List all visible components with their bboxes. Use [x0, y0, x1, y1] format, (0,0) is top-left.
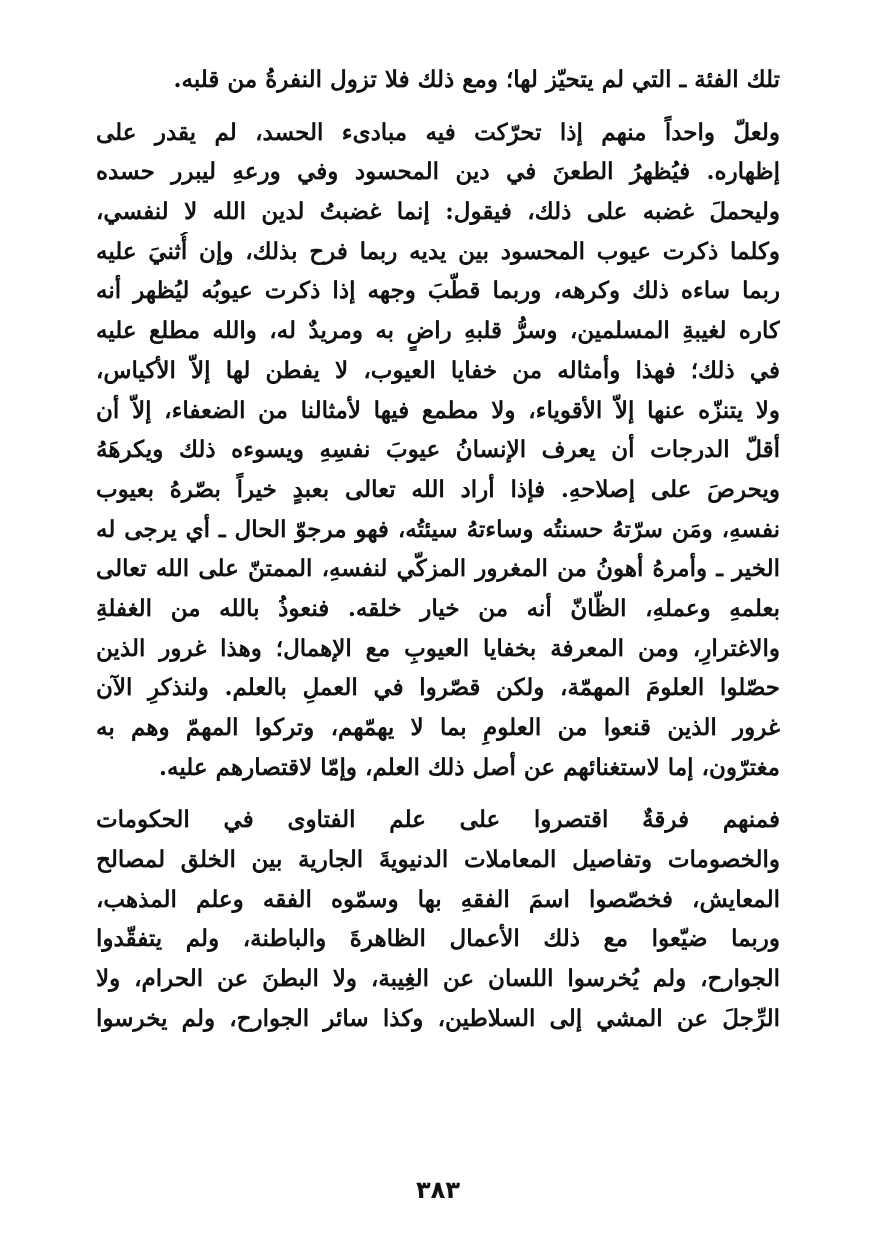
- text-line: وليحملَ غضبه على ذلك، فيقول: إنما غضبتُ لدين الله لا لنفسي،: [96, 198, 780, 226]
- text-line: ولعلّ واحداً منهم إذا تحرّكت فيه مبادىء الحسد، لم يقدر على: [96, 118, 780, 146]
- text-line: والخصومات وتفاصيل المعاملات الدنيويةَ الجارية بين الخلق لمصالح: [96, 846, 780, 874]
- text-line: فمنهم فرقةٌ اقتصروا على علم الفتاوى في الحكومات: [96, 806, 780, 834]
- text-line: ربما ساءه ذلك وكرهه، وربما قطّبَ وجهه إذا ذكرت عيوبُه ليُظهر أنه: [96, 277, 780, 305]
- text-line: مغترّون، إما لاستغنائهم عن أصل ذلك العلم، وإمّا لاقتصارهم عليه.: [159, 753, 780, 781]
- text-line: بعلمهِ وعملهِ، الظّانّ أنه من خيار خلقه. فنعوذُ بالله من الغفلةِ: [96, 594, 780, 622]
- paragraph-3: [96, 800, 780, 1038]
- text-line: كاره لغيبةِ المسلمين، وسرُّ قلبهِ راضٍ به ومريدٌ له، والله مطلع عليه: [96, 317, 780, 345]
- text-line: أقلّ الدرجات أن يعرف الإنسانُ عيوبَ نفسِهِ ويسوءه ذلك ويكرهَهُ: [96, 436, 780, 464]
- text-line: إظهاره. فيُظهرُ الطعنَ في دين المحسود وفي ورعهِ ليبرر حسده: [96, 158, 780, 186]
- paragraph-1: [96, 60, 780, 100]
- text-line: ويحرصَ على إصلاحهِ. فإذا أراد الله تعالى بعبدٍ خيراً بصّرهُ بعيوب: [96, 475, 780, 503]
- text-line: الجوارح، ولم يُخرسوا اللسان عن الغِيبة، ولا البطنَ عن الحرام، ولا: [96, 965, 780, 993]
- paragraph-2: [96, 113, 780, 788]
- text-line: الخير ـ وأمرهُ أهونُ من المغرور المزكّي لنفسهِ، الممتنّ على الله تعالى: [96, 555, 780, 583]
- text-line: والاغترارِ، ومن المعرفة بخفايا العيوبِ مع الإهمال؛ وهذا غرور الذين: [96, 634, 780, 662]
- paragraph-gap: [96, 787, 780, 800]
- text-line: نفسهِ، ومَن سرّتهُ حسنتُه وساءتهُ سيئتُه، فهو مرجوّ الحال ـ أي يرجى له: [96, 515, 780, 543]
- text-line: غرور الذين قنعوا من العلومِ بما لا يهمّهم، وتركوا المهمّ وهم به: [96, 714, 780, 741]
- text-line: تلك الفئة ـ التي لم يتحيّز لها؛ ومع ذلك فلا تزول النفرةُ من قلبه.: [173, 66, 780, 93]
- text-line: حصّلوا العلومَ المهمّة، ولكن قصّروا في العملِ بالعلم. ولنذكرِ الآن: [96, 674, 780, 702]
- text-line: وربما ضيّعوا مع ذلك الأعمال الظاهرةَ والباطنة، ولم يتفقّدوا: [96, 925, 780, 953]
- paragraph-gap: [96, 100, 780, 113]
- page-number: ٣٨٣: [416, 1176, 460, 1204]
- text-line: ولا يتنزّه عنها إلاّ الأقوياء، ولا مطمع فيها لأمثالنا من الضعفاء، إلاّ أن: [96, 396, 780, 424]
- text-line: وكلما ذكرت عيوب المحسود بين يديه ربما فرح بذلك، وإن أُثنيَ عليه: [96, 237, 780, 265]
- text-line: الرِّجلَ عن المشي إلى السلاطين، وكذا سائر الجوارح، ولم يخرسوا: [96, 1004, 780, 1032]
- text-line: في ذلك؛ فهذا وأمثاله من خفايا العيوب، لا يفطن لها إلاّ الأكياس،: [96, 356, 780, 384]
- text-line: المعايش، فخصّصوا اسمَ الفقهِ بها وسمّوه الفقه وعلم المذهب،: [96, 885, 780, 913]
- page-text: [96, 60, 780, 1039]
